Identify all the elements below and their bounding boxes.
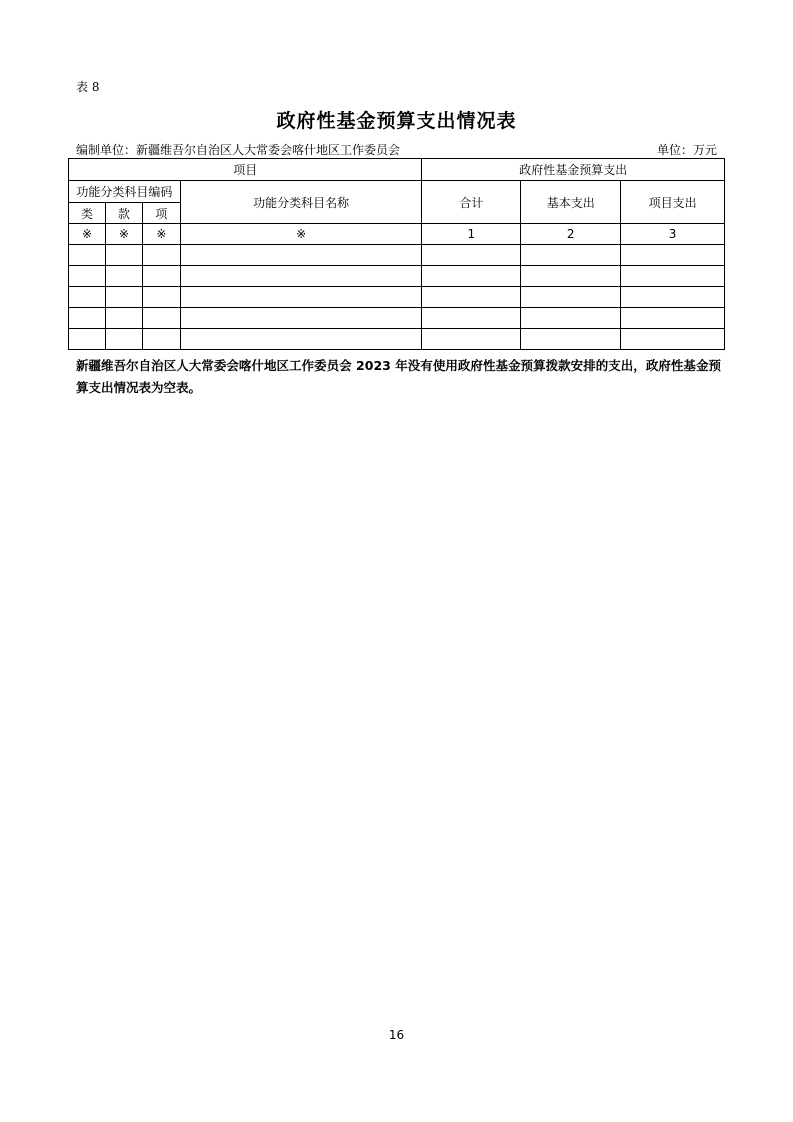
table-cell bbox=[142, 266, 180, 287]
table-cell bbox=[422, 329, 521, 350]
table-cell: 3 bbox=[621, 224, 725, 245]
table-cell bbox=[69, 266, 106, 287]
header-item: 项目 bbox=[69, 159, 422, 181]
compiler-unit: 编制单位：新疆维吾尔自治区人大常委会喀什地区工作委员会 bbox=[76, 143, 401, 157]
table-cell bbox=[69, 329, 106, 350]
table-row bbox=[69, 329, 725, 350]
table-header-row bbox=[69, 159, 725, 181]
table-cell bbox=[180, 287, 422, 308]
table-cell bbox=[105, 245, 142, 266]
table-row bbox=[69, 266, 725, 287]
header-expense: 政府性基金预算支出 bbox=[422, 159, 725, 181]
table-header-row bbox=[69, 181, 725, 203]
table-cell bbox=[105, 308, 142, 329]
table-cell bbox=[521, 287, 621, 308]
table-cell: ※ bbox=[142, 224, 180, 245]
table-cell bbox=[621, 245, 725, 266]
table-cell bbox=[521, 245, 621, 266]
table-cell: ※ bbox=[69, 224, 106, 245]
table-cell bbox=[621, 329, 725, 350]
table-row bbox=[69, 287, 725, 308]
table-cell bbox=[180, 245, 422, 266]
table-cell bbox=[422, 287, 521, 308]
table-cell bbox=[105, 287, 142, 308]
table-cell bbox=[180, 329, 422, 350]
empty-table-note: 新疆维吾尔自治区人大常委会喀什地区工作委员会 2023 年没有使用政府性基金预算拨款安排的支出，政府性基金预算支出情况表为空表。 bbox=[76, 358, 721, 395]
table-cell bbox=[422, 245, 521, 266]
table-cell bbox=[621, 287, 725, 308]
table-cell: 1 bbox=[422, 224, 521, 245]
table-cell bbox=[180, 266, 422, 287]
header-basic: 基本支出 bbox=[521, 181, 621, 224]
marker-row bbox=[69, 224, 725, 245]
table-row bbox=[69, 308, 725, 329]
table-cell bbox=[621, 308, 725, 329]
table-cell bbox=[180, 308, 422, 329]
currency-unit: 单位：万元 bbox=[656, 143, 717, 157]
table-cell bbox=[521, 266, 621, 287]
table-cell: ※ bbox=[105, 224, 142, 245]
page-title: 政府性基金预算支出情况表 bbox=[276, 110, 517, 132]
table-number: 表 8 bbox=[76, 80, 100, 94]
header-project: 项目支出 bbox=[621, 181, 725, 224]
table-cell bbox=[142, 329, 180, 350]
table-cell: 2 bbox=[521, 224, 621, 245]
header-xiang: 项 bbox=[142, 203, 180, 224]
table-cell bbox=[105, 266, 142, 287]
budget-table bbox=[68, 158, 725, 350]
table-cell bbox=[69, 287, 106, 308]
table-cell bbox=[142, 287, 180, 308]
table-cell bbox=[422, 266, 521, 287]
header-total: 合计 bbox=[422, 181, 521, 224]
table-cell bbox=[521, 329, 621, 350]
table-cell bbox=[105, 329, 142, 350]
table-cell bbox=[521, 308, 621, 329]
table-cell bbox=[142, 245, 180, 266]
table-cell bbox=[422, 308, 521, 329]
table-cell: ※ bbox=[180, 224, 422, 245]
page-number: 16 bbox=[388, 1028, 405, 1042]
table-cell bbox=[621, 266, 725, 287]
table-row bbox=[69, 245, 725, 266]
header-code: 功能分类科目编码 bbox=[69, 181, 181, 203]
table-cell bbox=[69, 308, 106, 329]
table-cell bbox=[142, 308, 180, 329]
header-kuan: 款 bbox=[105, 203, 142, 224]
table-cell bbox=[69, 245, 106, 266]
header-name: 功能分类科目名称 bbox=[180, 181, 422, 224]
header-lei: 类 bbox=[69, 203, 106, 224]
